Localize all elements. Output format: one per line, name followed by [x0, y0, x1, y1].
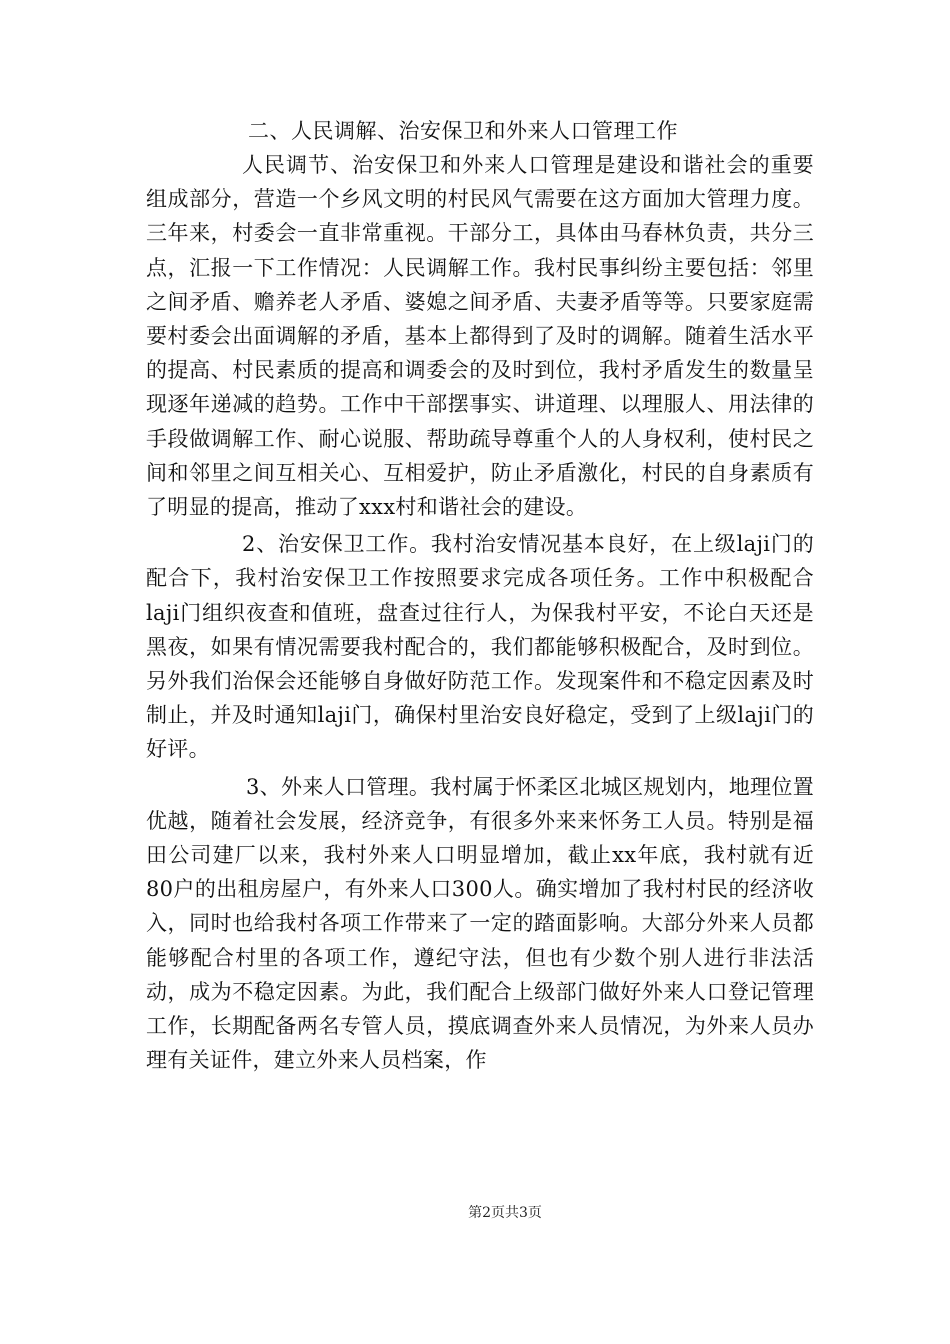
section-heading: 二、人民调解、治安保卫和外来人口管理工作	[248, 119, 678, 143]
paragraph-migrants: 3、外来人口管理。我村属于怀柔区北城区规划内，地理位置优越，随着社会发展，经济竞争，有很多外来来怀务工人员。特别是福田公司建厂以来，我村外来人口明显增加，截止xx年底，我村就有近80户的出租房屋户，有外来人口300人。确实增加了我村村民的经济收入，同时也给我村各项工作带来了一定的踏面影响。大部分外来人员都能够配合村里的各项工作，遵纪守法，但也有少数个别人进行非法活动，成为不稳定因素。为此，我们配合上级部门做好外来人口登记管理工作，长期配备两名专管人员，摸底调查外来人员情况，为外来人员办理有关证件，建立外来人员档案，作	[146, 774, 814, 1073]
paragraph-security: 2、治安保卫工作。我村治安情况基本良好，在上级laji门的配合下，我村治安保卫工作按照要求完成各项任务。工作中积极配合laji门组织夜查和值班，盘查过往行人，为保我村平安，不论白天还是黑夜，如果有情况需要我村配合的，我们都能够积极配合，及时到位。另外我们治保会还能够自身做好防范工作。发现案件和不稳定因素及时制止，并及时通知laji门，确保村里治安良好稳定，受到了上级laji门的好评。	[146, 532, 814, 762]
page-number: 第2页共3页	[468, 1205, 542, 1221]
paragraph-mediation: 人民调节、治安保卫和外来人口管理是建设和谐社会的重要组成部分，营造一个乡风文明的村民风气需要在这方面加大管理力度。三年来，村委会一直非常重视。干部分工，具体由马春林负责，共分三点，汇报一下工作情况：人民调解工作。我村民事纠纷主要包括：邻里之间矛盾、赡养老人矛盾、婆媳之间矛盾、夫妻矛盾等等。只要家庭需要村委会出面调解的矛盾，基本上都得到了及时的调解。随着生活水平的提高、村民素质的提高和调委会的及时到位，我村矛盾发生的数量呈现逐年递减的趋势。工作中干部摆事实、讲道理、以理服人、用法律的手段做调解工作、耐心说服、帮助疏导尊重个人的人身权利，使村民之间和邻里之间互相关心、互相爱护，防止矛盾激化，村民的自身素质有了明显的提高，推动了xxx村和谐社会的建设。	[146, 153, 814, 520]
document-body	[146, 114, 814, 1077]
